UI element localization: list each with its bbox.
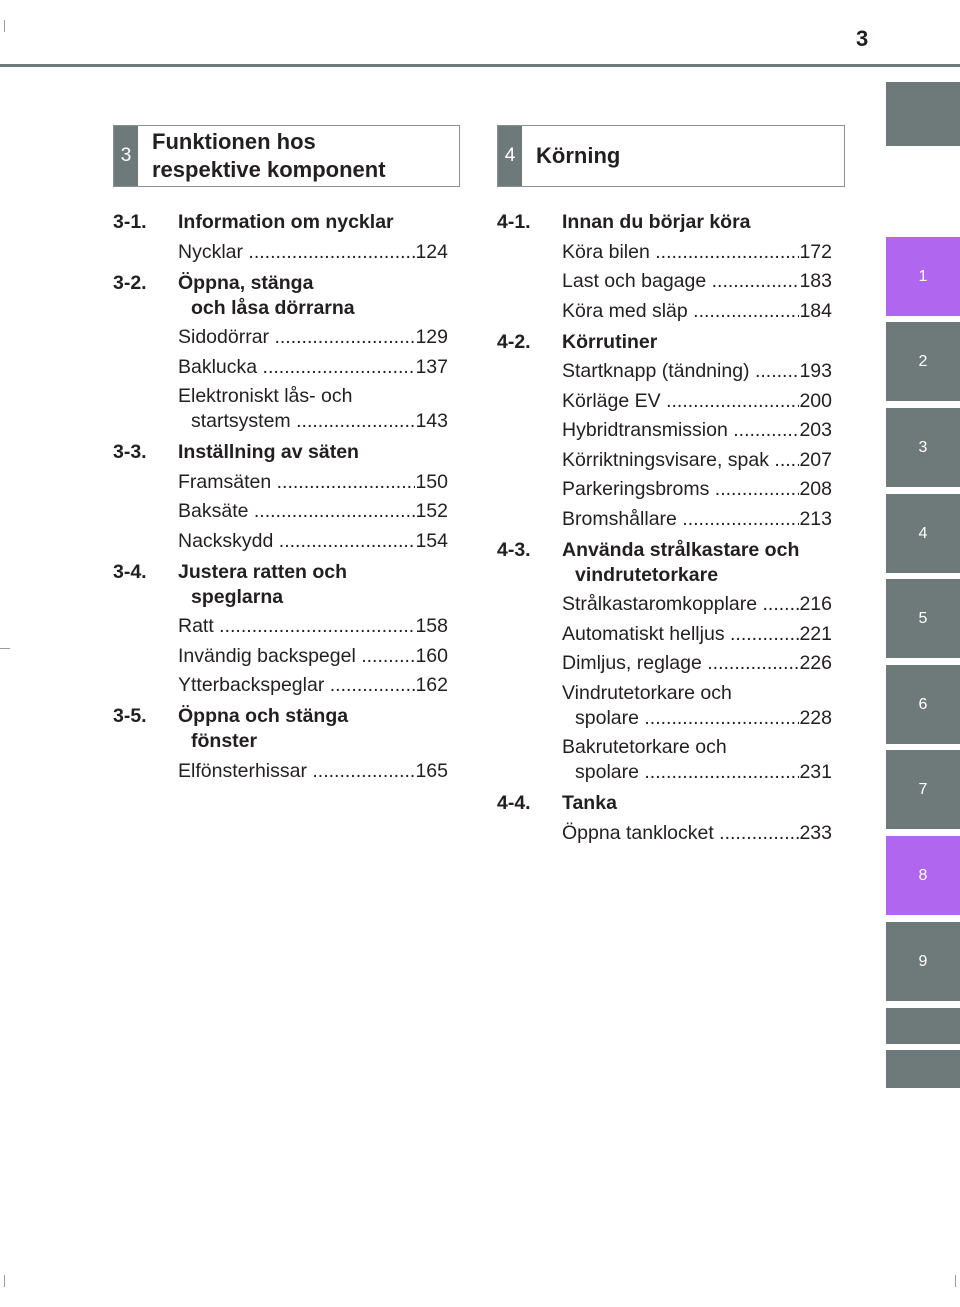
section-title: Öppna, stänga och låsa dörrarna (178, 271, 355, 319)
entry-page-number: 172 (799, 240, 832, 263)
toc-left-column (113, 210, 448, 784)
chapter-tab-6[interactable]: 6 (886, 665, 960, 744)
entry-label: Körläge EV ..... (562, 389, 799, 414)
chapter-tab-2[interactable]: 2 (886, 322, 960, 401)
toc-section[interactable] (497, 330, 832, 355)
page-number: 3 (856, 26, 869, 51)
section-title: Använda strålkastare och vindrutetorkare (562, 538, 800, 586)
entry-label: Baklucka ..... (178, 355, 415, 380)
entry-page-number: 183 (799, 270, 832, 292)
chapter-tab-9[interactable]: 9 (886, 922, 960, 1001)
entry-page-number: 233 (799, 821, 832, 844)
chapter-tab-3[interactable]: 3 (886, 408, 960, 487)
entry-page-number: 165 (415, 759, 448, 782)
chapter-header-4 (497, 125, 845, 187)
toc-entry[interactable] (178, 644, 448, 669)
toc-entry[interactable] (562, 507, 832, 532)
entry-page-number: 221 (799, 622, 832, 645)
toc-section[interactable] (113, 704, 448, 754)
section-number: 4-3. (497, 538, 531, 561)
entry-page-number: 226 (799, 652, 832, 674)
chapter-tab-blank-11[interactable] (886, 1050, 960, 1088)
chapter-title: Körning (536, 143, 621, 168)
entry-page-number: 213 (799, 507, 832, 530)
toc-entry[interactable] (178, 759, 448, 784)
chapter-tab-1[interactable]: 1 (886, 237, 960, 316)
entry-page-number: 231 (799, 761, 832, 783)
chapter-tab-8[interactable]: 8 (886, 836, 960, 915)
toc-entry[interactable] (562, 299, 832, 324)
chapter-tab-4[interactable]: 4 (886, 494, 960, 573)
entry-label: Framsäten ..... (178, 470, 415, 495)
section-number: 3-4. (113, 560, 147, 583)
entry-label: Strålkastaromkopplare ..... (562, 592, 799, 617)
crop-mark (0, 648, 10, 649)
entry-label: Ratt ..... (178, 614, 415, 639)
entry-label: Sidodörrar ..... (178, 325, 415, 350)
toc-section[interactable] (497, 538, 832, 588)
toc-entry[interactable] (562, 592, 832, 617)
entry-page-number: 152 (415, 500, 448, 522)
entry-page-number: 193 (799, 360, 832, 382)
toc-entry[interactable] (562, 359, 832, 384)
entry-label: Köra bilen ..... (562, 240, 799, 265)
entry-page-number: 154 (415, 529, 448, 552)
section-number: 3-2. (113, 271, 147, 294)
entry-label: Bakrutetorkare och (562, 736, 727, 758)
crop-mark (4, 1275, 5, 1287)
toc-entry[interactable] (178, 384, 448, 434)
entry-label: Elfönsterhissar ..... (178, 759, 415, 784)
entry-label: Startknapp (tändning) ..... (562, 359, 799, 384)
toc-entry[interactable] (178, 325, 448, 350)
toc-entry[interactable] (178, 499, 448, 524)
entry-label: Last och bagage ..... (562, 269, 799, 294)
entry-page-number: 150 (415, 470, 448, 493)
section-title: Öppna och stänga fönster (178, 705, 349, 752)
crop-mark (4, 20, 5, 32)
section-number: 4-1. (497, 211, 531, 233)
toc-entry[interactable] (562, 735, 832, 785)
entry-label: Elektroniskt lås- och (178, 385, 353, 407)
toc-entry[interactable] (178, 355, 448, 380)
chapter-title: Funktionen hos respektive komponent (152, 129, 386, 182)
entry-page-number: 228 (799, 706, 832, 729)
entry-label: Invändig backspegel ..... (178, 644, 415, 669)
toc-entry[interactable] (178, 673, 448, 698)
section-title: Innan du börjar köra (562, 211, 751, 233)
entry-label: Vindrutetorkare och (562, 681, 732, 704)
entry-label: Nackskydd ..... (178, 529, 415, 554)
entry-label: Dimljus, reglage ..... (562, 651, 799, 676)
toc-entry[interactable] (178, 240, 448, 265)
toc-entry[interactable] (178, 529, 448, 554)
section-title: Justera ratten och speglarna (178, 560, 348, 608)
toc-section[interactable] (497, 791, 832, 816)
entry-page-number: 160 (415, 644, 448, 667)
chapter-tab-blank-0[interactable] (886, 82, 960, 146)
entry-page-number: 200 (799, 389, 832, 412)
entry-label: Nycklar ..... (178, 240, 415, 265)
toc-entry[interactable] (562, 651, 832, 676)
section-title: Inställning av säten (178, 441, 359, 463)
section-title: Körrutiner (562, 330, 658, 353)
entry-label-continued: spolare ..... (575, 760, 799, 785)
section-number: 4-4. (497, 792, 531, 814)
section-number: 3-1. (113, 211, 147, 233)
section-number: 4-2. (497, 330, 531, 353)
entry-label: Automatiskt helljus ..... (562, 622, 799, 647)
entry-label: Öppna tanklocket ..... (562, 821, 799, 846)
top-rule (0, 64, 960, 67)
chapter-number: 3 (114, 126, 138, 186)
entry-label: Baksäte ..... (178, 499, 415, 524)
toc-entry[interactable] (562, 821, 832, 846)
toc-entry[interactable] (562, 418, 832, 443)
toc-entry[interactable] (178, 470, 448, 495)
chapter-tab-5[interactable]: 5 (886, 579, 960, 658)
toc-entry[interactable] (562, 622, 832, 647)
entry-page-number: 124 (415, 240, 448, 263)
entry-page-number: 207 (799, 448, 832, 471)
toc-section[interactable] (113, 560, 448, 610)
chapter-tab-7[interactable]: 7 (886, 750, 960, 829)
entry-label-continued: spolare ..... (575, 706, 799, 731)
entry-page-number: 137 (415, 355, 448, 378)
toc-section[interactable] (113, 271, 448, 321)
toc-entry[interactable] (562, 477, 832, 502)
entry-label: Parkeringsbroms ..... (562, 477, 799, 502)
toc-entry[interactable] (562, 389, 832, 414)
entry-label: Hybridtransmission ..... (562, 418, 799, 443)
section-title: Tanka (562, 792, 617, 814)
toc-right-column (497, 210, 832, 846)
toc-entry[interactable] (178, 614, 448, 639)
crop-mark (955, 1275, 956, 1287)
chapter-tab-blank-10[interactable] (886, 1008, 960, 1044)
toc-entry[interactable] (562, 269, 832, 294)
entry-page-number: 162 (415, 674, 448, 696)
entry-label: Bromshållare ..... (562, 507, 799, 532)
entry-page-number: 216 (799, 593, 832, 615)
entry-label: Köra med släp ..... (562, 299, 799, 324)
section-title: Information om nycklar (178, 211, 394, 233)
entry-page-number: 158 (415, 615, 448, 637)
entry-page-number: 203 (799, 419, 832, 441)
chapter-header-3 (113, 125, 460, 187)
entry-page-number: 208 (799, 478, 832, 500)
toc-entry[interactable] (562, 681, 832, 731)
toc-entry[interactable] (562, 448, 832, 473)
entry-label: Körriktningsvisare, spak ..... (562, 448, 799, 473)
toc-entry[interactable] (562, 240, 832, 265)
section-number: 3-3. (113, 441, 147, 463)
toc-section[interactable] (113, 440, 448, 465)
entry-page-number: 184 (799, 299, 832, 322)
entry-label-continued: startsystem ..... (191, 409, 415, 434)
chapter-number: 4 (498, 126, 522, 186)
toc-section[interactable] (113, 210, 448, 235)
section-number: 3-5. (113, 705, 147, 727)
entry-label: Ytterbackspeglar ..... (178, 673, 415, 698)
toc-section[interactable] (497, 210, 832, 235)
entry-page-number: 129 (415, 326, 448, 348)
entry-page-number: 143 (415, 410, 448, 432)
